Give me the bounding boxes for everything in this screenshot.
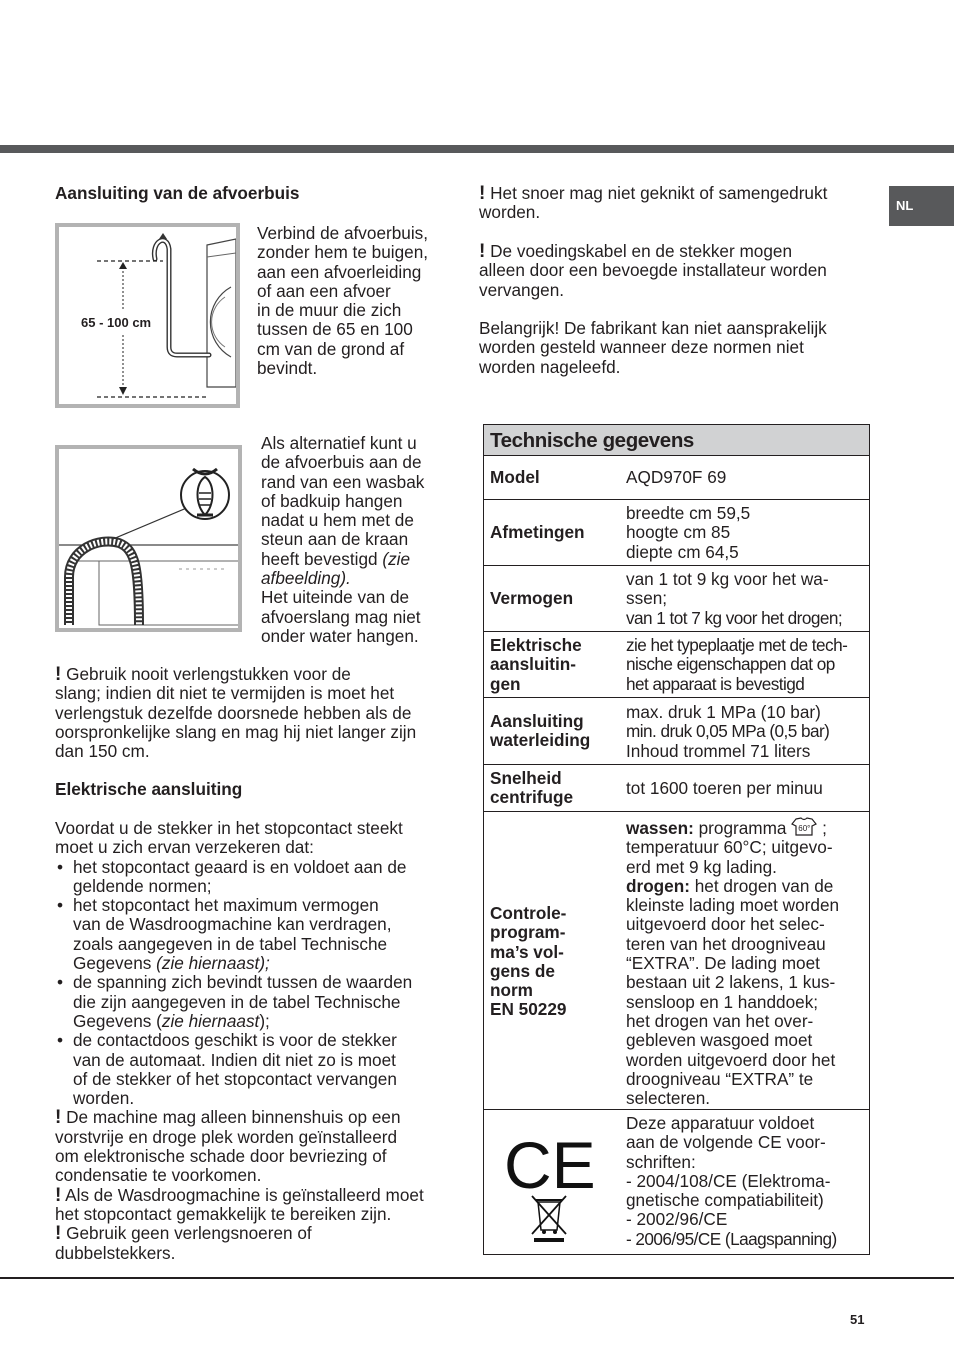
row-label: Model <box>490 467 540 487</box>
technical-data-table <box>483 424 870 1255</box>
table-row <box>484 765 869 812</box>
text-line: onder water hangen. <box>261 625 419 646</box>
requirements-list <box>55 858 455 1109</box>
electrical-body: Voordat u de stekker in het stopcontact steekt moet u zich ervan verzekeren dat: • het stopcontact geaard is en voldoet aan de geldende normen; • het stopcontact het maximum vermogen van de Wasdroogmachine kan verdragen, zoals aangegeven in de tabel Technische Gegevens (zie hiernaast); • de spanning zich bevindt tussen de waarden die zijn aangegeven in de tabel Technische Gegevens (zie hiernaast); • de contactdoos geschikt is voor de stekker van de automaat. Indien dit niet zo is moet of de stekker of het stopcontact vervangen worden. ! De machine mag alleen binnenshuis op een vorstvrije en droge plek worden geïnstalleerd om elektronische schade door bevriezing of condensatie te voorkomen. ! Als de Wasdroogmachine is geïnstalleerd moet het stopcontact gemakkelijk te bereiken zijn. ! Gebruik geen verlengsnoeren of dubbelstekkers. <box>55 819 455 1263</box>
list-item: • de contactdoos geschikt is voor de stekker van de automaat. Indien dit niet zo is moet of de stekker of het stopcontact vervangen worden. <box>55 1031 455 1108</box>
cable-warning: ! De voedingskabel en de stekker mogen alleen door een bevoegde installateur worden vervangen. <box>479 241 827 300</box>
table-title: Technische gegevens <box>484 425 869 456</box>
warning-mark: ! <box>55 664 62 685</box>
sink-hook-figure <box>55 445 242 632</box>
language-tab: NL <box>889 186 954 226</box>
row-label: Afmetingen <box>490 522 585 542</box>
text-line: nadat u hem met de <box>261 510 414 531</box>
cord-warning: ! Het snoer mag niet geknikt of samengedrukt worden. <box>479 183 828 223</box>
warning-mark: ! <box>55 1223 62 1245</box>
weee-bin-icon <box>532 1196 566 1242</box>
liability-note: Belangrijk! De fabrikant kan niet aansprakelijk worden gesteld wanneer deze normen niet worden nageleefd. <box>479 318 827 377</box>
text-line: bevindt. <box>257 358 318 379</box>
warning-mark: ! <box>55 1184 62 1206</box>
row-value: van 1 tot 9 kg voor het wa- ssen; van 1 tot 7 kg voor het drogen; <box>626 569 843 628</box>
warning-mark: ! <box>479 183 486 204</box>
extension-warning: ! Gebruik nooit verlengstukken voor de slang; indien dit niet te vermijden is moet het verlengstuk dezelfde doorsnede hebben als de oorspronkelijke slang en mag hij niet langer zijn dan 150 cm. <box>55 664 417 762</box>
text-line: Als alternatief kunt u <box>261 433 417 453</box>
text-line: zonder hem te buigen, <box>257 242 429 263</box>
text-line: oorspronkelijke slang en mag hij niet langer zijn <box>55 721 417 742</box>
row-label: Vermogen <box>490 588 574 608</box>
top-divider-bar <box>0 145 954 153</box>
italic-note: (zie <box>382 548 411 569</box>
list-item: • de spanning zich bevindt tussen de waarden die zijn aangegeven in de tabel Technische Gegevens (zie hiernaast); <box>55 973 455 1031</box>
italic-note: afbeelding). <box>261 568 351 589</box>
row-label: Elektrische aansluitin- gen <box>490 635 582 694</box>
text-line: Verbind de afvoerbuis, <box>257 223 429 243</box>
row-label: Snelheid centrifuge <box>490 768 574 808</box>
warning-mark: ! <box>479 241 486 262</box>
ce-mark-cell <box>502 1120 602 1242</box>
wash-program-icon: 60° <box>791 817 817 835</box>
text-line: cm van de grond af <box>257 338 405 359</box>
electrical-heading: Elektrische aansluiting <box>55 779 243 799</box>
page-number: 51 <box>850 1312 865 1327</box>
text-line: afvoerslang mag niet <box>261 606 421 627</box>
text-line: tussen de 65 en 100 <box>257 319 413 340</box>
list-item: • het stopcontact geaard is en voldoet aan de geldende normen; <box>55 858 455 897</box>
row-label: Controle- program- ma’s vol- gens de norm EN 50229 <box>490 903 567 1020</box>
text-line: slang; indien dit niet te vermijden is moet het <box>55 683 395 704</box>
table-row <box>484 1110 869 1253</box>
drain-fig2-text <box>261 434 424 646</box>
text-line: dan 150 cm. <box>55 741 150 762</box>
drain-heading: Aansluiting van de afvoerbuis <box>55 183 300 203</box>
row-value: tot 1600 toeren per minuu <box>626 778 823 798</box>
bottom-divider <box>0 1277 954 1279</box>
table-row <box>484 698 869 765</box>
table-row <box>484 812 869 1110</box>
text-line: in de muur die zich <box>257 300 402 321</box>
table-row <box>484 566 869 632</box>
ce-mark-icon <box>502 1120 602 1242</box>
list-item: • het stopcontact het maximum vermogen van de Wasdroogmachine kan verdragen, zoals aangegeven in de tabel Technische Gegevens (zie hiernaast); <box>55 896 455 973</box>
drain-height-label: 65 - 100 cm <box>81 315 152 330</box>
text-line: rand van een wasbak <box>261 471 425 492</box>
text-line: verlengstuk dezelfde doorsnede hebben als de <box>55 702 412 723</box>
table-row <box>484 456 869 500</box>
row-value: breedte cm 59,5 hoogte cm 85 diepte cm 64,5 <box>626 503 751 562</box>
table-row <box>484 632 869 698</box>
row-label: Aansluiting waterleiding <box>490 711 591 751</box>
text-line: steun aan de kraan <box>261 529 409 550</box>
italic-note: (zie hiernaast); <box>156 953 270 974</box>
sink-hook-illustration <box>59 449 238 628</box>
text-line: Het uiteinde van de <box>261 587 410 608</box>
row-value: wassen: programma 60° ; temperatuur 60°C; uitgevo- erd met 9 kg lading. drogen: het drogen van de kleinste lading moet worden uitgevoerd door het selec- teren van het droogniveau “EXTRA”. De lading moet bestaan uit 2 lakens, 1 kus- sensloop en 1 handdoek; het drogen van het over- gebleven wasgoed moet worden uitgevoerd door het droogniveau “EXTRA” te selecteren. <box>626 818 840 1109</box>
svg-text:CE: CE <box>504 1128 596 1202</box>
text-line: moet u zich ervan verzekeren dat: <box>55 837 314 858</box>
ce-compliance-text: Deze apparatuur voldoet aan de volgende CE voor- schriften: - 2004/108/CE (Elektroma- gnetische compatiabiliteit) - 2002/96/CE - 2006/95/CE (Laagspanning) <box>626 1113 837 1249</box>
text-line: of badkuip hangen <box>261 490 403 511</box>
text-line: Voordat u de stekker in het stopcontact steekt <box>55 818 403 838</box>
warning-mark: ! <box>55 1107 62 1129</box>
row-value: zie het typeplaatje met de tech- nische eigenschappen dat op het apparaat is bevestigd <box>626 635 848 694</box>
row-value: max. druk 1 MPa (10 bar) min. druk 0,05 MPa (0,5 bar) Inhoud trommel 71 liters <box>626 702 830 761</box>
drain-fig1-text <box>257 224 428 378</box>
text-line: aan een afvoerleiding <box>257 261 422 282</box>
italic-note: zie hiernaast <box>161 1010 260 1031</box>
row-value: AQD970F 69 <box>626 467 727 487</box>
text-line: of aan een afvoer <box>257 280 391 301</box>
table-row <box>484 500 869 566</box>
text-line: de afvoerbuis aan de <box>261 452 422 473</box>
text-line: heeft bevestigd (zie <box>261 548 411 569</box>
